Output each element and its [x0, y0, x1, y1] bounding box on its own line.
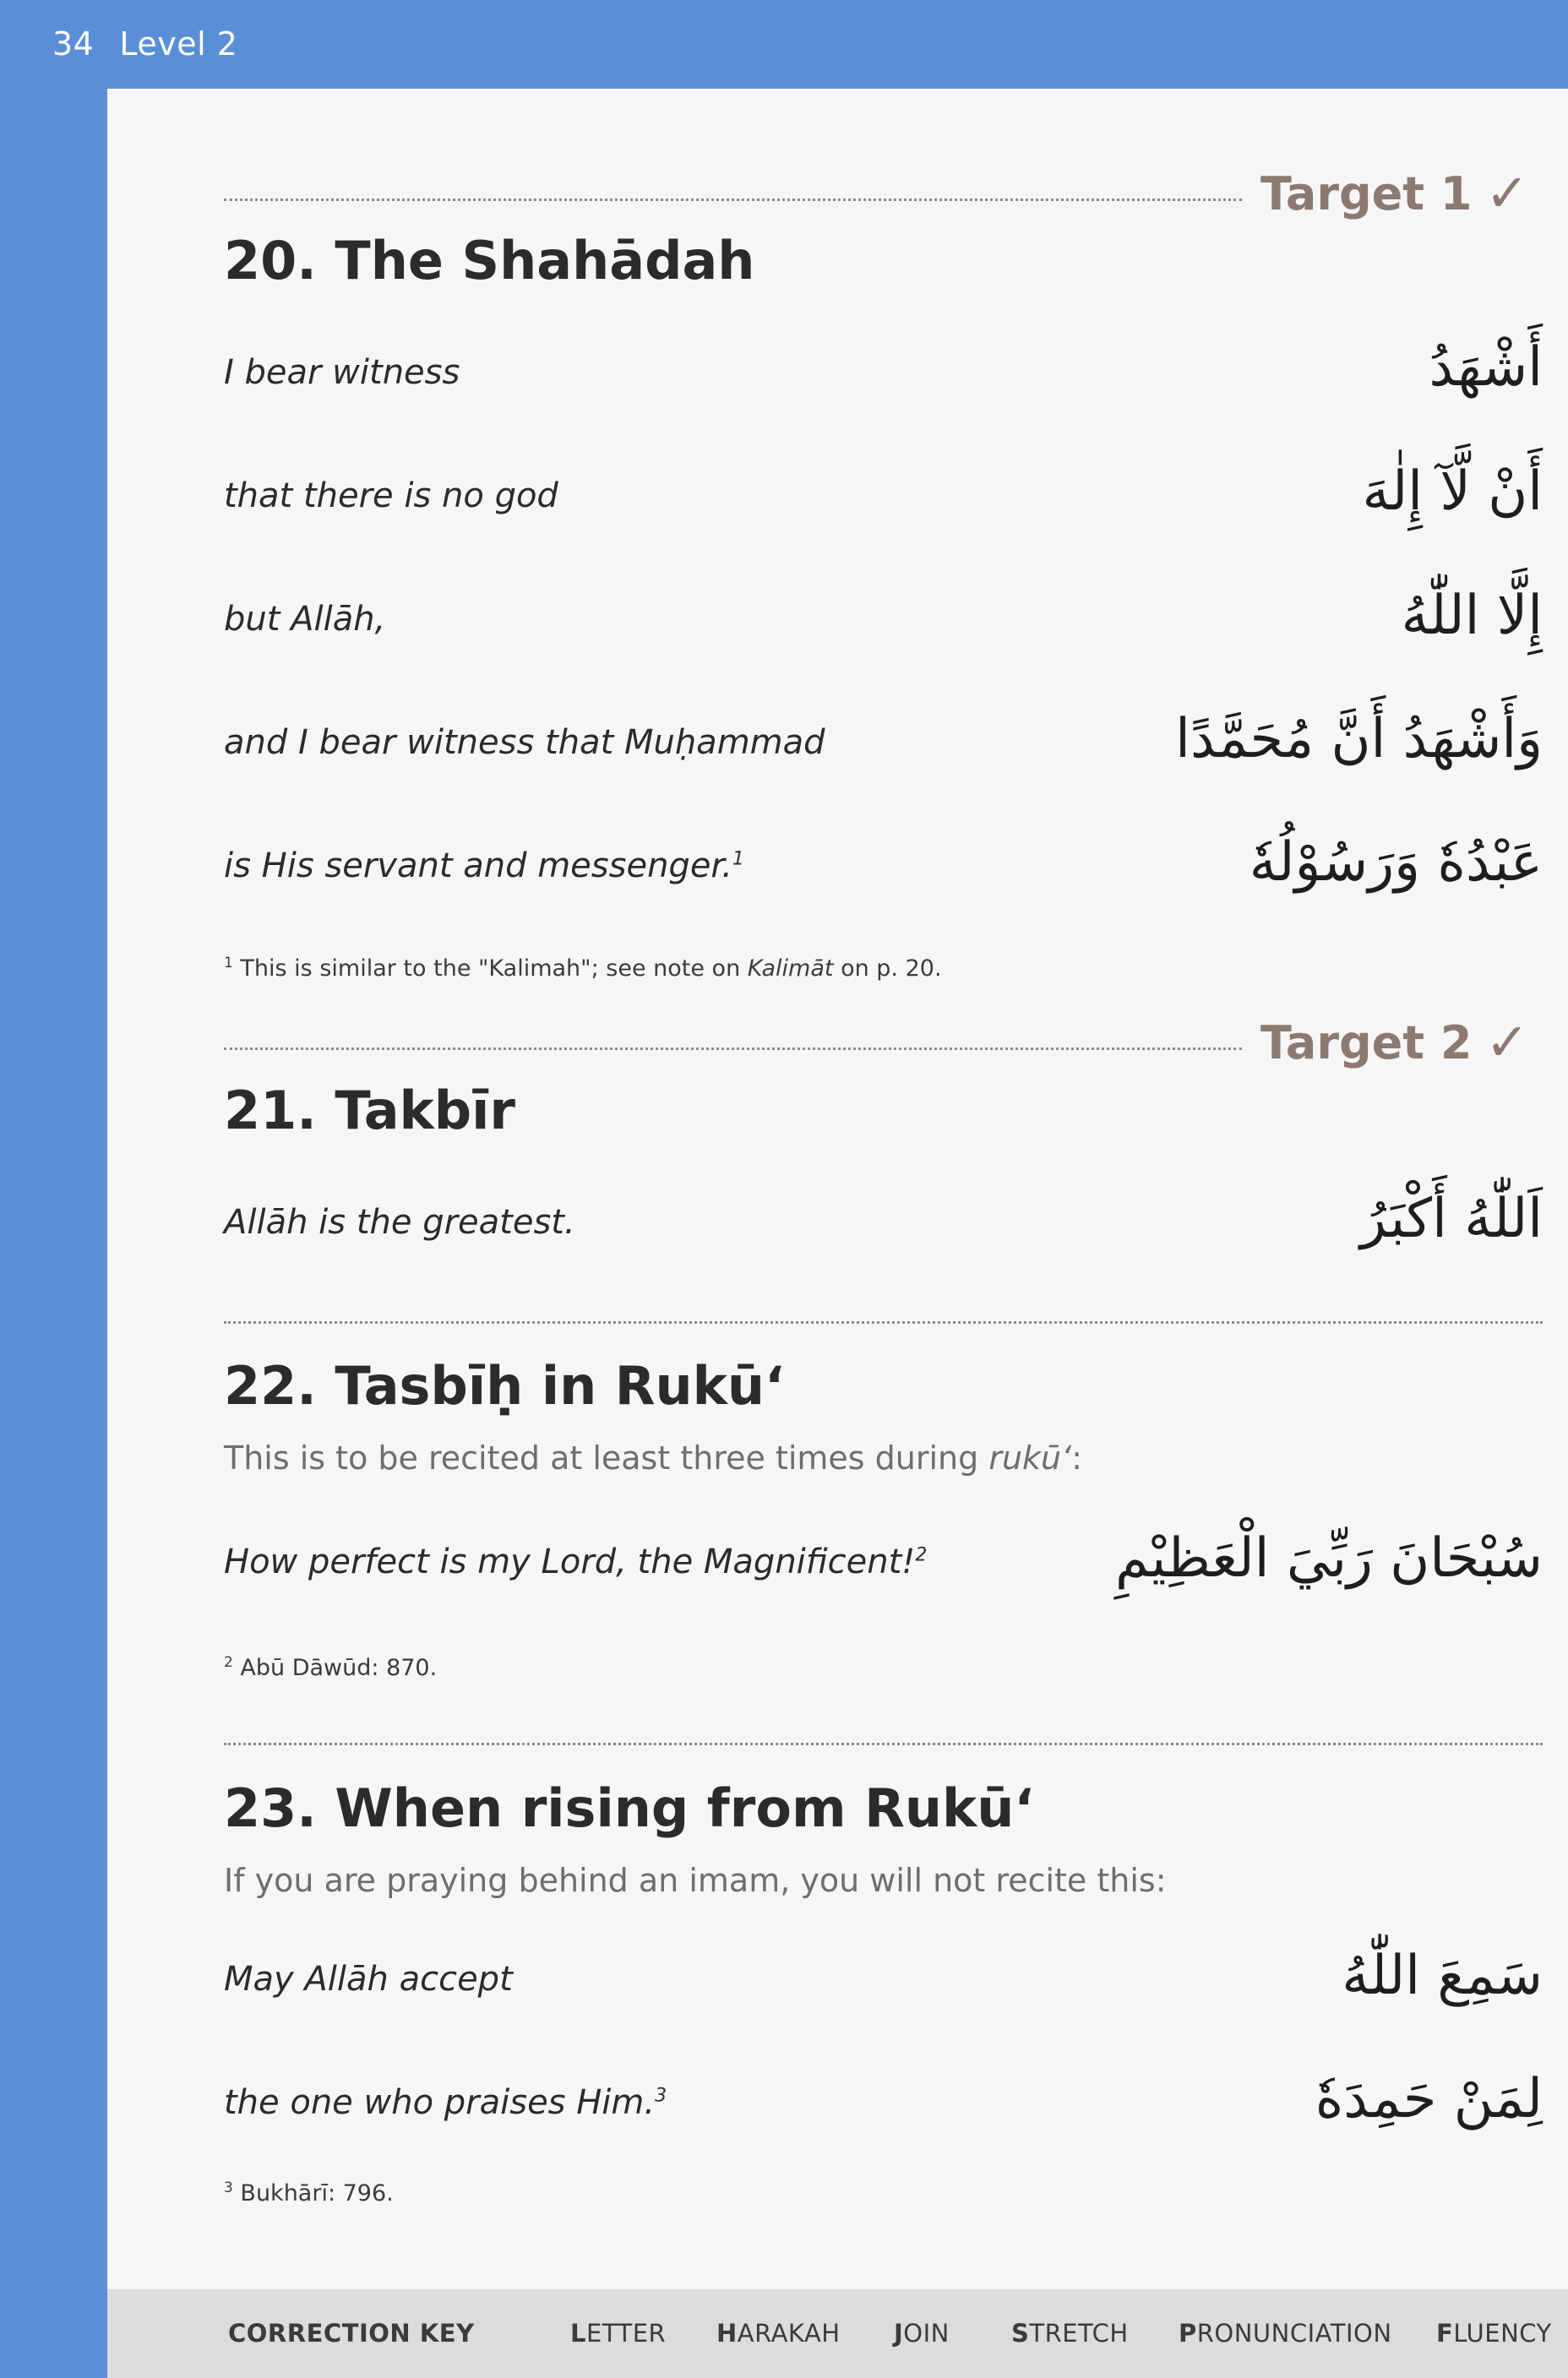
english-line: that there is no god	[224, 476, 558, 515]
section-divider	[224, 1743, 1543, 1745]
key-pronunciation	[1179, 2319, 1392, 2348]
section-intro: If you are praying behind an imam, you will not recite this:	[224, 1862, 1167, 1899]
english-line: and I bear witness that Muḥammad	[224, 723, 825, 762]
key-initial: F	[1436, 2319, 1454, 2348]
key-initial: H	[716, 2319, 738, 2348]
english-line-text: the one who praises Him.	[224, 2083, 656, 2122]
english-line	[224, 1543, 927, 1581]
key-rest: RONUNCIATION	[1196, 2319, 1392, 2348]
footnote-text-italic: Kalimāt	[747, 955, 834, 982]
key-rest: OIN	[903, 2319, 950, 2348]
english-line	[224, 846, 744, 885]
intro-text-pre: This is to be recited at least three times during	[224, 1439, 989, 1477]
key-initial: S	[1011, 2319, 1030, 2348]
intro-text-italic: rukū‘	[988, 1439, 1072, 1477]
footnote	[224, 2179, 394, 2207]
target-label: Target 2	[1260, 1016, 1473, 1069]
key-rest: TRETCH	[1029, 2319, 1129, 2348]
english-line-text: is His servant and messenger.	[224, 846, 732, 885]
footnote-ref: 1	[732, 848, 744, 870]
english-line: but Allāh,	[224, 600, 386, 639]
footnote-text-pre: This is similar to the "Kalimah"; see note on	[240, 955, 748, 982]
footnote-text: Bukhārī: 796.	[240, 2180, 394, 2207]
key-initial: J	[894, 2319, 904, 2348]
arabic-line: أَنْ لَّآ إِلٰهَ	[1362, 460, 1543, 523]
section-title: 20. The Shahādah	[224, 230, 755, 291]
level-label: Level 2	[119, 25, 238, 63]
target-label: Target 1	[1260, 167, 1473, 220]
check-mark-icon: ✓	[1485, 1011, 1529, 1073]
footnote-marker: 3	[224, 2179, 233, 2196]
key-initial: L	[570, 2319, 586, 2348]
footnote-ref: 2	[915, 1544, 928, 1566]
arabic-line: وَأَشْهَدُ أَنَّ مُحَمَّدًا	[1175, 708, 1543, 770]
english-line: Allāh is the greatest.	[224, 1203, 575, 1242]
key-initial: P	[1179, 2319, 1197, 2348]
section-title: 23. When rising from Rukū‘	[224, 1777, 1034, 1839]
footnote-text: Abū Dāwūd: 870.	[240, 1655, 438, 1681]
arabic-line: لِمَنْ حَمِدَهٗ	[1315, 2068, 1543, 2130]
key-letter	[570, 2319, 666, 2348]
english-line: May Allāh accept	[224, 1960, 513, 1999]
check-mark-icon: ✓	[1485, 162, 1529, 224]
intro-text-post: :	[1071, 1439, 1083, 1477]
arabic-line: إِلَّا اللّٰهُ	[1401, 585, 1543, 647]
key-rest: LUENCY	[1453, 2319, 1552, 2348]
section-title: 22. Tasbīḥ in Rukū‘	[224, 1355, 785, 1417]
correction-key-title: CORRECTION KEY	[228, 2319, 475, 2348]
arabic-line: اَللّٰهُ أَكْبَرُ	[1360, 1188, 1543, 1250]
section-intro	[224, 1439, 1082, 1477]
arabic-line: سَمِعَ اللّٰهُ	[1342, 1945, 1543, 2007]
key-rest: ARAKAH	[737, 2319, 841, 2348]
key-fluency	[1436, 2319, 1552, 2348]
footnote-marker: 2	[224, 1654, 233, 1671]
key-stretch	[1011, 2319, 1129, 2348]
section-divider	[224, 1321, 1543, 1324]
page-number: 34	[52, 25, 95, 63]
arabic-line: أَشْهَدُ	[1429, 336, 1543, 399]
key-join	[894, 2319, 950, 2348]
page-header	[52, 25, 263, 63]
section-divider	[224, 199, 1242, 201]
arabic-line: عَبْدُهٗ وَرَسُوْلُهٗ	[1249, 831, 1543, 894]
english-line	[224, 2083, 667, 2122]
footnote-text-post: on p. 20.	[833, 955, 942, 982]
footnote	[224, 955, 942, 982]
english-line: I bear witness	[224, 353, 460, 392]
key-harakah	[716, 2319, 841, 2348]
footnote-ref: 3	[655, 2085, 667, 2107]
footnote	[224, 1654, 437, 1681]
section-divider	[224, 1048, 1242, 1050]
footnote-marker: 1	[224, 955, 233, 971]
section-title: 21. Takbīr	[224, 1080, 515, 1141]
key-rest: ETTER	[585, 2319, 667, 2348]
arabic-line: سُبْحَانَ رَبِّيَ الْعَظِيْمِ	[1114, 1527, 1543, 1590]
english-line-text: How perfect is my Lord, the Magnificent!	[224, 1543, 916, 1581]
